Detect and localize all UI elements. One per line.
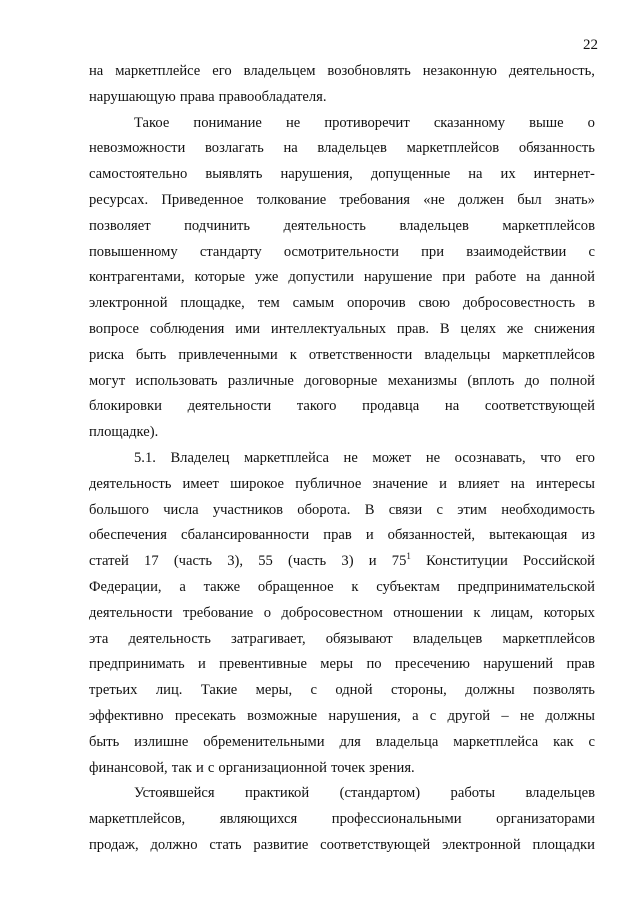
text-line: продаж, должно стать развитие соответствующей электронной площадки [89, 836, 595, 853]
text-line: Такое понимание не противоречит сказанному выше о [134, 114, 595, 131]
text-line: площадке). [89, 424, 159, 441]
text-line: блокировки деятельности такого продавца на соответствующей [89, 398, 595, 415]
text-line: быть излишне обременительными для владельца маркетплейса как с [89, 733, 595, 750]
text-line: контрагентами, которые уже допустили нарушение при работе на данной [89, 269, 595, 286]
text-line: третьих лиц. Такие меры, с одной стороны, должны позволять [89, 682, 595, 699]
document-body [89, 59, 595, 859]
paragraph [89, 446, 595, 781]
text-line: самостоятельно выявлять нарушения, допущенные на их интернет- [89, 166, 595, 183]
text-line: невозможности возлагать на владельцев маркетплейсов обязанность [89, 140, 595, 157]
paragraph [89, 781, 595, 858]
text-line: вопросе соблюдения ими интеллектуальных прав. В целях же снижения [89, 320, 595, 337]
text-line: Устоявшейся практикой (стандартом) работы владельцев [134, 785, 595, 802]
text-line: эта деятельность затрагивает, обязывают владельцев маркетплейсов [89, 630, 595, 647]
paragraph [89, 111, 595, 446]
text-line: деятельность имеет широкое публичное значение и влияет на интересы [89, 475, 595, 492]
text-line: маркетплейсов, являющихся профессиональными организаторами [89, 811, 595, 828]
text-line: Федерации, а также обращенное к субъектам предпринимательской [89, 578, 595, 595]
paragraph [89, 59, 595, 111]
text-line: повышенному стандарту осмотрительности при взаимодействии с [89, 243, 595, 260]
text-line: 5.1. Владелец маркетплейса не может не осознавать, что его [134, 449, 595, 466]
text-line: статей 17 (часть 3), 55 (часть 3) и $75^1$ Конституции Российской [89, 551, 595, 570]
text-line: деятельности требование о добросовестном отношении к лицам, которых [89, 604, 595, 621]
text-line: эффективно пресекать возможные нарушения, а с другой – не должны [89, 707, 595, 724]
text-line: позволяет подчинить деятельность владельцев маркетплейсов [89, 217, 595, 234]
text-line: ресурсах. Приведенное толкование требования «не должен был знать» [89, 191, 595, 208]
text-line: обеспечения сбалансированности прав и обязанностей, вытекающая из [89, 527, 595, 544]
text-line: большого числа участников оборота. В связи с этим необходимость [89, 501, 595, 518]
text-line: риска быть привлеченными к ответственности владельцы маркетплейсов [89, 346, 595, 363]
text-line: электронной площадке, тем самым опорочив свою добросовестность в [89, 295, 595, 312]
text-line: нарушающую права правообладателя. [89, 88, 327, 105]
text-line: могут использовать различные договорные механизмы (вплоть до полной [89, 372, 595, 389]
text-line: финансовой, так и с организационной точек зрения. [89, 759, 415, 776]
text-line: на маркетплейсе его владельцем возобновлять незаконную деятельность, [89, 63, 595, 79]
page-number: 22 [583, 37, 598, 53]
text-line: предпринимать и превентивные меры по пресечению нарушений прав [89, 656, 595, 673]
